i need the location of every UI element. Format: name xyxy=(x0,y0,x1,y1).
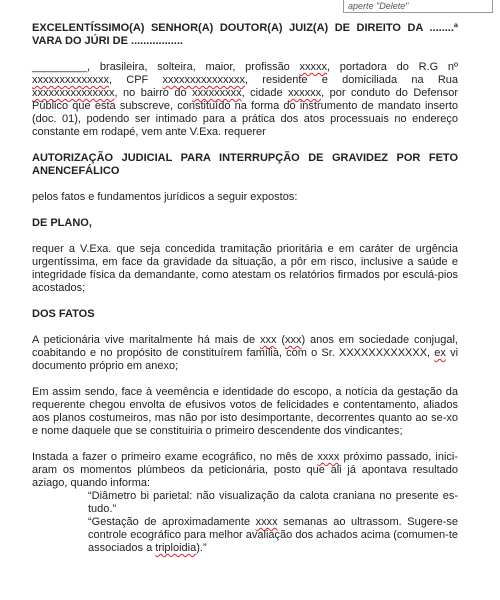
comment-line-2: aperte "Delete" xyxy=(348,1,409,11)
placeholder-weeks: xxxx xyxy=(255,516,278,528)
intro-text-7: , por conduto do Defensor Público que esta subscreve, constituído na forma do instrumento de mandato inserto (doc. 01), podendo ser intimado para a prática dos atos processuais no endereço constante em rodapé, vem ante V.Exa. requerer xyxy=(32,87,458,138)
intro-text-6: , cidade xyxy=(241,87,289,99)
facts1-text-4: vi documento próprio em anexo; xyxy=(32,347,459,372)
facts-paragraph-1 xyxy=(32,334,458,373)
placeholder-profession: xxxxx xyxy=(299,61,328,73)
document-heading: EXCELENTÍSSIMO(A) SENHOR(A) DOUTOR(A) JUIZ(A) DE DIREITO DA ........ª VARA DO JÚRI DE ................. xyxy=(32,22,458,47)
section-title-de-plano: DE PLANO, xyxy=(32,217,92,229)
quote-2 xyxy=(88,516,458,555)
placeholder-years-written: xxx xyxy=(285,334,302,346)
section-title-dos-fatos: DOS FATOS xyxy=(32,308,95,320)
intro-text-1: _________, brasileira, solteira, maior, profissão xyxy=(32,61,300,73)
intro-text-5: , no bairro do xyxy=(114,87,193,99)
placeholder-years: xxx xyxy=(259,334,277,346)
intro-paragraph xyxy=(32,61,458,139)
placeholder-street: xxxxxxxxxxxxxxx xyxy=(32,87,115,99)
intro-text-2: , portadora do R.G nº xyxy=(327,61,459,73)
action-title: AUTORIZAÇÃO JUDICIAL PARA INTERRUPÇÃO DE GRAVIDEZ POR FETO ANENCEFÁLICO xyxy=(32,152,458,177)
quote2-text-2: semanas ao ultrassom. Sugere-se controle ecográfico para melhor avaliação dos achados acima (comumen-te associados a xyxy=(88,516,458,554)
facts3-text-2: próximo passado, inici-aram os momentos plúmbeos da peticionária, posto que ali já apontava resultado aziago, quando informa: xyxy=(32,451,458,489)
de-plano-paragraph: requer a V.Exa. que seja concedida tramitação prioritária e em caráter de urgência urgentíssima, em face da gravidade da situação, a pôr em risco, inclusive a saúde e integridade física da demandante, como atestam os relatórios firmados por esculá-pios acostados; xyxy=(32,243,458,294)
ex-word: ex xyxy=(434,347,446,359)
triploidia-word: triploidia xyxy=(155,542,197,554)
facts1-text-3: ) anos em sociedade conjugal, coabitando e no propósito de constituírem família, com o Sr. XXXXXXXXXXXX, xyxy=(32,334,458,359)
facts1-text-1: A peticionária vive maritalmente há mais de xyxy=(32,334,260,346)
comment-balloon xyxy=(343,0,493,13)
facts1-text-2: ( xyxy=(276,334,285,346)
facts-paragraph-3 xyxy=(32,451,458,490)
document-body xyxy=(32,22,458,555)
quote-1: “Diâmetro bi parietal: não visualização da calota craniana no presente es-tudo.” xyxy=(88,490,458,515)
facts-paragraph-2: Em assim sendo, face à veemência e identidade do escopo, a notícia da gestação da requerente chegou envolta de efusivos votos de felicidades e contentamento, aliados aos planos costumeiros, mas não por isto desimportante, decorrentes quanto ao se-xo e nome daquele que se constituiria o primeiro descendente dos vindicantes; xyxy=(32,386,458,437)
placeholder-cpf: xxxxxxxxxxxxxxx xyxy=(162,74,246,86)
placeholder-month: xxxx xyxy=(317,451,340,463)
quote2-text-1: “Gestação de aproximadamente xyxy=(88,516,256,528)
placeholder-neighborhood: xxxxxxxxx xyxy=(192,87,242,99)
placeholder-rg: xxxxxxxxxxxxxx xyxy=(32,74,109,86)
quote2-text-3: ).” xyxy=(196,542,207,554)
basis-paragraph: pelos fatos e fundamentos jurídicos a seguir expostos: xyxy=(32,191,298,203)
intro-text-3: , CPF xyxy=(109,74,163,86)
placeholder-city: xxxxxx xyxy=(288,87,322,99)
facts3-text-1: Instada a fazer o primeiro exame ecográfico, no mês de xyxy=(32,451,318,463)
intro-text-4: , residente e domiciliada na Rua xyxy=(245,74,459,86)
